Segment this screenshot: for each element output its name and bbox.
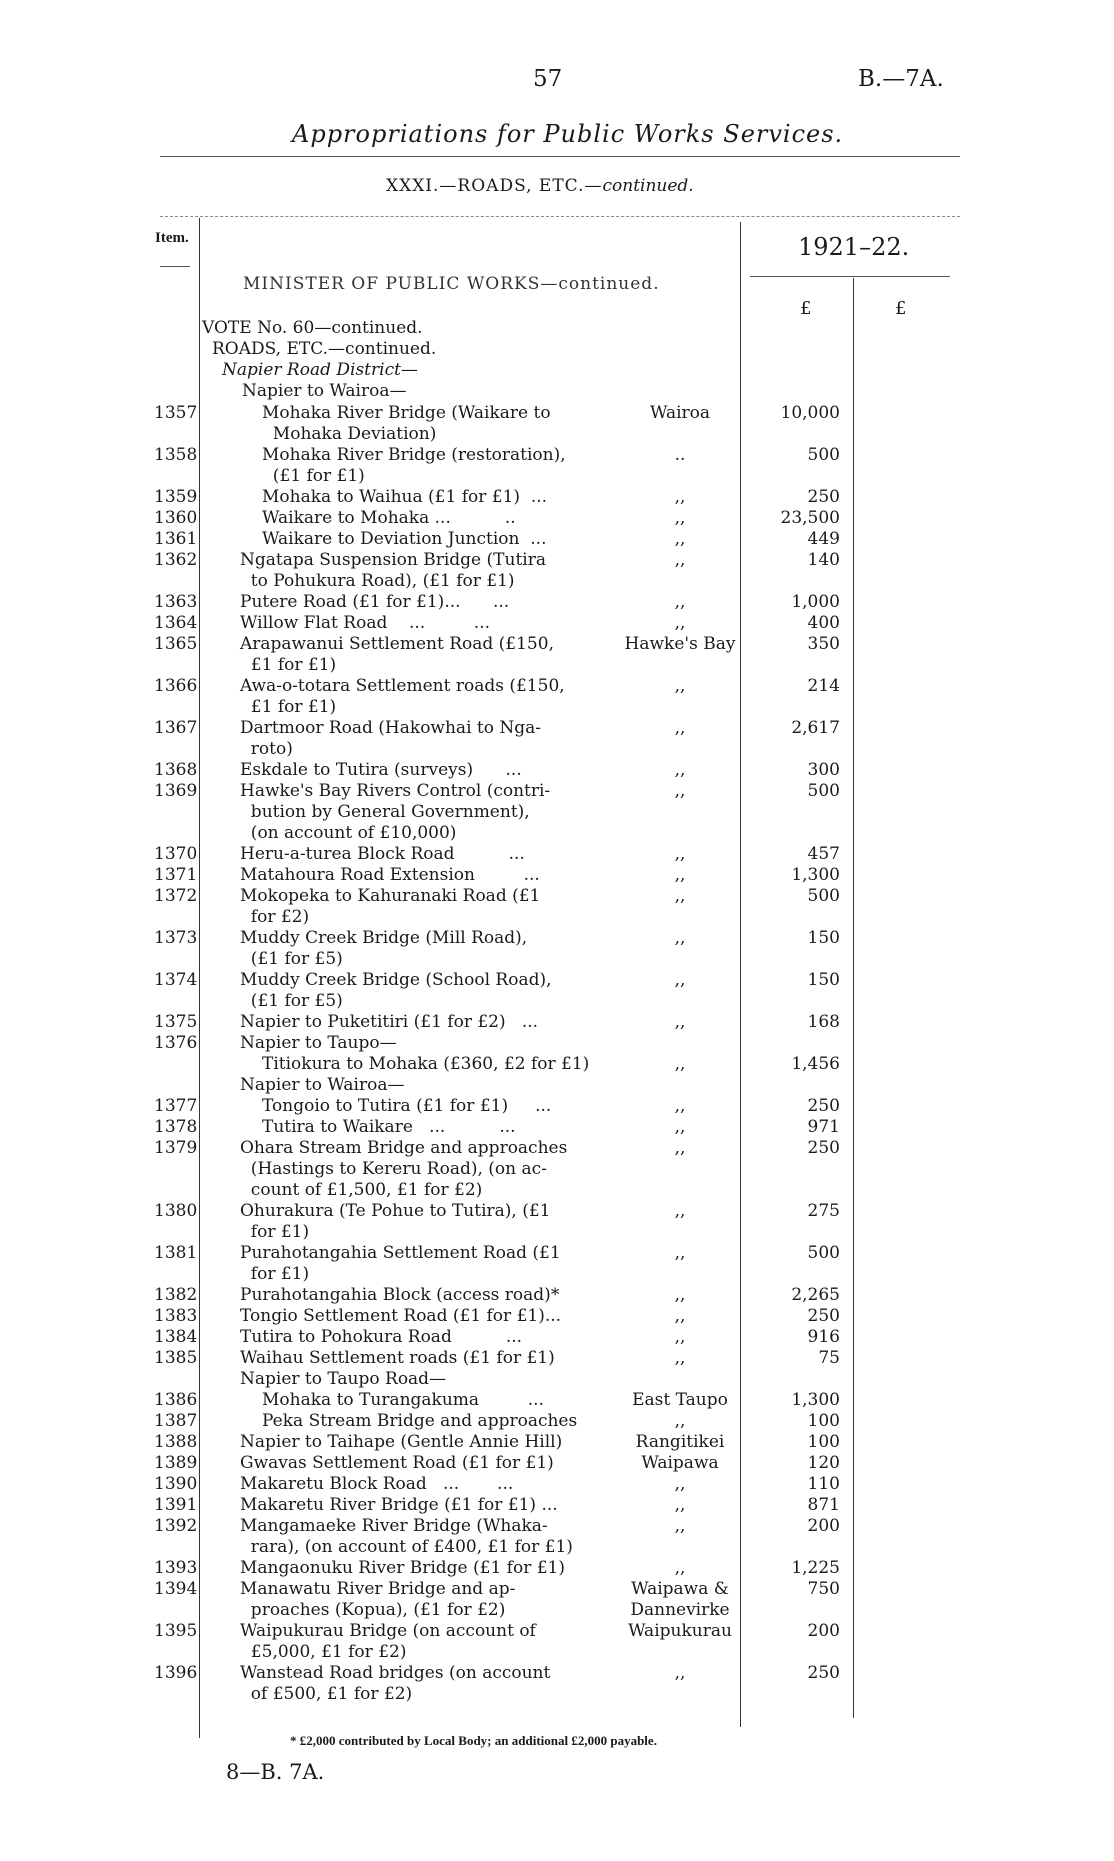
amount: 350 [807,634,840,654]
amount: 2,265 [791,1285,840,1305]
item-description: Napier to Wairoa— [240,1075,405,1095]
amount: 1,000 [791,592,840,612]
table-row [0,445,1114,487]
item-description: Tongio Settlement Road (£1 for £1)... [240,1306,562,1326]
table-row [0,1201,1114,1243]
electoral-district: ,, [674,1201,686,1221]
amount: 250 [807,1306,840,1326]
electoral-district: ,, [674,1306,686,1326]
amount: 250 [807,1096,840,1116]
electoral-district: ,, [674,760,686,780]
subheading-napier-wairoa: Napier to Wairoa— [242,381,407,401]
item-description: Tutira to Waikare ... ... [262,1117,516,1137]
item-description: Mohaka to Turangakuma ... [262,1390,544,1410]
electoral-district: ,, [674,1327,686,1347]
amount: 200 [807,1621,840,1641]
item-description: Waihau Settlement roads (£1 for £1) [240,1348,555,1368]
amount: 150 [807,970,840,990]
item-description: Tongoio to Tutira (£1 for £1) ... [262,1096,552,1116]
item-description: Napier to Taupo Road— [240,1369,447,1389]
item-description: Tutira to Pohokura Road ... [240,1327,523,1347]
item-description: Heru-a-turea Block Road ... [240,844,525,864]
item-number: 1383 [154,1306,198,1326]
table-row [0,1516,1114,1558]
item-number: 1382 [154,1285,198,1305]
item-number: 1368 [154,760,198,780]
item-description: Waipukurau Bridge (on account of £5,000, £1 for £2) [240,1621,536,1662]
district-heading: Napier Road District— [222,360,418,380]
table-row [0,1579,1114,1621]
item-description: Peka Stream Bridge and approaches [262,1411,578,1431]
item-description: Waikare to Deviation Junction ... [262,529,547,549]
header-rule [160,216,960,217]
item-description: Titiokura to Mohaka (£360, £2 for £1) [262,1054,590,1074]
electoral-district: ,, [674,1096,686,1116]
table-row [0,550,1114,592]
section-continued: continued. [602,176,694,196]
table-row [0,844,1114,865]
electoral-district: ,, [674,1117,686,1137]
year-column-header: 1921–22. [798,233,910,261]
table-row [0,1033,1114,1054]
amount: 916 [807,1327,840,1347]
item-description: Mangaonuku River Bridge (£1 for £1) [240,1558,566,1578]
item-number: 1370 [154,844,198,864]
item-number: 1396 [154,1663,198,1683]
electoral-district: ,, [674,865,686,885]
item-number: 1366 [154,676,198,696]
electoral-district: ,, [674,1012,686,1032]
table-row [0,613,1114,634]
table-row [0,886,1114,928]
table-row [0,1306,1114,1327]
electoral-district: ,, [674,1285,686,1305]
item-description: Muddy Creek Bridge (School Road), (£1 for £5) [240,970,552,1011]
item-description: Muddy Creek Bridge (Mill Road), (£1 for £5) [240,928,528,969]
item-number: 1372 [154,886,198,906]
item-number: 1377 [154,1096,198,1116]
amount: 140 [807,550,840,570]
item-description: Gwavas Settlement Road (£1 for £1) [240,1453,554,1473]
table-row [0,634,1114,676]
table-row [0,403,1114,445]
item-number: 1360 [154,508,198,528]
item-description: Ohara Stream Bridge and approaches (Hastings to Kereru Road), (on ac- count of £1,500, £1 for £2) [240,1138,568,1200]
item-description: Hawke's Bay Rivers Control (contri- bution by General Government), (on account of £10,000) [240,781,551,843]
table-row [0,1432,1114,1453]
item-number: 1391 [154,1495,198,1515]
item-number: 1358 [154,445,198,465]
item-description: Mohaka River Bridge (restoration), (£1 for £1) [262,445,566,486]
item-number: 1394 [154,1579,198,1599]
electoral-district: Wairoa [649,403,711,423]
electoral-district: ,, [674,550,686,570]
electoral-district: East Taupo [632,1390,728,1410]
item-number: 1385 [154,1348,198,1368]
item-number: 1393 [154,1558,198,1578]
table-row [0,676,1114,718]
item-description: Napier to Puketitiri (£1 for £2) ... [240,1012,539,1032]
item-number: 1387 [154,1411,198,1431]
amount: 1,456 [791,1054,840,1074]
electoral-district: .. [674,445,686,465]
item-description: Wanstead Road bridges (on account of £500, £1 for £2) [240,1663,551,1704]
amount: 23,500 [780,508,840,528]
item-number: 1373 [154,928,198,948]
electoral-district: ,, [674,508,686,528]
item-number: 1361 [154,529,198,549]
item-number: 1384 [154,1327,198,1347]
electoral-district: ,, [674,529,686,549]
amount: 400 [807,613,840,633]
table-row [0,865,1114,886]
minister-heading: MINISTER OF PUBLIC WORKS—continued. [243,274,660,294]
page-reference: 8—B. 7A. [226,1760,325,1784]
item-number: 1369 [154,781,198,801]
electoral-district: ,, [674,487,686,507]
item-number: 1365 [154,634,198,654]
amount: 275 [807,1201,840,1221]
item-description: Makaretu River Bridge (£1 for £1) ... [240,1495,558,1515]
item-number: 1362 [154,550,198,570]
amount: 1,300 [791,1390,840,1410]
item-number: 1367 [154,718,198,738]
item-description: Waikare to Mohaka ... .. [262,508,516,528]
amount: 100 [807,1432,840,1452]
electoral-district: ,, [674,1474,686,1494]
table-row [0,1495,1114,1516]
section-name: XXXI.—ROADS, ETC.— [386,176,603,196]
item-number: 1371 [154,865,198,885]
table-row [0,1096,1114,1117]
item-description: Arapawanui Settlement Road (£150, £1 for £1) [240,634,554,675]
table-row [0,592,1114,613]
item-description: Willow Flat Road ... ... [240,613,491,633]
table-row [0,1411,1114,1432]
table-row [0,1558,1114,1579]
item-description: Matahoura Road Extension ... [240,865,540,885]
table-row [0,1138,1114,1201]
electoral-district: ,, [674,781,686,801]
electoral-district: Hawke's Bay [624,634,736,654]
electoral-district: ,, [674,1411,686,1431]
footnote: * £2,000 contributed by Local Body; an additional £2,000 payable. [290,1733,657,1748]
amount: 457 [807,844,840,864]
electoral-district: ,, [674,1348,686,1368]
amount: 449 [807,529,840,549]
currency-label-1: £ [800,298,812,319]
electoral-district: ,, [674,928,686,948]
item-number: 1395 [154,1621,198,1641]
amount: 500 [807,781,840,801]
table-row [0,1453,1114,1474]
item-number: 1374 [154,970,198,990]
amount: 500 [807,445,840,465]
electoral-district: Rangitikei [635,1432,725,1452]
item-number: 1388 [154,1432,198,1452]
amount: 75 [818,1348,840,1368]
item-description: Mangamaeke River Bridge (Whaka- rara), (on account of £400, £1 for £1) [240,1516,573,1557]
item-number: 1380 [154,1201,198,1221]
amount: 500 [807,1243,840,1263]
item-description: Ngatapa Suspension Bridge (Tutira to Pohukura Road), (£1 for £1) [240,550,546,591]
item-number: 1357 [154,403,198,423]
amount: 10,000 [780,403,840,423]
table-row [0,1348,1114,1369]
item-number: 1375 [154,1012,198,1032]
electoral-district: ,, [674,1558,686,1578]
table-row [0,1327,1114,1348]
electoral-district: Waipawa & Dannevirke [630,1579,730,1620]
item-number: 1359 [154,487,198,507]
amount: 214 [807,676,840,696]
table-row [0,1012,1114,1033]
amount: 120 [807,1453,840,1473]
table-row [0,718,1114,760]
amount: 100 [807,1411,840,1431]
electoral-district: Waipukurau [628,1621,732,1641]
amount: 300 [807,760,840,780]
item-number: 1379 [154,1138,198,1158]
amount: 500 [807,886,840,906]
item-description: Mohaka River Bridge (Waikare to Mohaka Deviation) [262,403,551,444]
table-row [0,1285,1114,1306]
currency-label-2: £ [895,298,907,319]
section-heading [386,176,694,196]
item-description: Manawatu River Bridge and ap- proaches (Kopua), (£1 for £2) [240,1579,516,1620]
electoral-district: ,, [674,1516,686,1536]
table-row [0,1621,1114,1663]
amount: 150 [807,928,840,948]
amount: 110 [807,1474,840,1494]
amount: 2,617 [791,718,840,738]
table-row [0,1075,1114,1096]
page-number: 57 [533,66,563,92]
item-number: 1378 [154,1117,198,1137]
item-number: 1381 [154,1243,198,1263]
electoral-district: ,, [674,1495,686,1515]
item-description: Mohaka to Waihua (£1 for £1) ... [262,487,548,507]
table-row [0,1243,1114,1285]
item-description: Napier to Taihape (Gentle Annie Hill) [240,1432,563,1452]
electoral-district: ,, [674,1138,686,1158]
vote-heading: VOTE No. 60—continued. [202,318,423,338]
item-description: Putere Road (£1 for £1)... ... [240,592,510,612]
item-description: Makaretu Block Road ... ... [240,1474,514,1494]
amount: 1,300 [791,865,840,885]
amount: 750 [807,1579,840,1599]
table-row [0,1369,1114,1390]
electoral-district: ,, [674,592,686,612]
electoral-district: ,, [674,613,686,633]
item-description: Dartmoor Road (Hakowhai to Nga- roto) [240,718,542,759]
report-reference: B.—7A. [858,66,944,92]
item-description: Purahotangahia Block (access road)* [240,1285,560,1305]
table-row [0,760,1114,781]
item-description: Purahotangahia Settlement Road (£1 for £1) [240,1243,561,1284]
item-number: 1390 [154,1474,198,1494]
item-header-rule [160,266,190,267]
item-number: 1392 [154,1516,198,1536]
electoral-district: ,, [674,970,686,990]
table-row [0,970,1114,1012]
year-rule [750,276,950,277]
table-row [0,487,1114,508]
amount: 250 [807,1663,840,1683]
item-number: 1364 [154,613,198,633]
electoral-district: ,, [674,1663,686,1683]
electoral-district: Waipawa [641,1453,719,1473]
roads-heading: ROADS, ETC.—continued. [212,339,437,359]
title-rule [160,156,960,157]
table-row [0,1054,1114,1075]
electoral-district: ,, [674,844,686,864]
amount: 250 [807,487,840,507]
electoral-district: ,, [674,1054,686,1074]
amount: 871 [807,1495,840,1515]
table-row [0,781,1114,844]
amount: 168 [807,1012,840,1032]
amount: 1,225 [791,1558,840,1578]
table-row [0,1390,1114,1411]
item-description: Ohurakura (Te Pohue to Tutira), (£1 for £1) [240,1201,551,1242]
item-number: 1389 [154,1453,198,1473]
table-row [0,529,1114,550]
item-number: 1376 [154,1033,198,1053]
item-description: Awa-o-totara Settlement roads (£150, £1 for £1) [240,676,565,717]
item-column-header: Item. [155,230,189,246]
electoral-district: ,, [674,1243,686,1263]
page-title: Appropriations for Public Works Services. [292,120,844,148]
item-number: 1363 [154,592,198,612]
electoral-district: ,, [674,718,686,738]
amount: 971 [807,1117,840,1137]
item-description: Eskdale to Tutira (surveys) ... [240,760,522,780]
item-description: Mokopeka to Kahuranaki Road (£1 for £2) [240,886,541,927]
table-row [0,1663,1114,1705]
table-row [0,1474,1114,1495]
electoral-district: ,, [674,676,686,696]
amount: 200 [807,1516,840,1536]
table-row [0,928,1114,970]
amount: 250 [807,1138,840,1158]
item-description: Napier to Taupo— [240,1033,397,1053]
item-number: 1386 [154,1390,198,1410]
electoral-district: ,, [674,886,686,906]
table-row [0,508,1114,529]
table-row [0,1117,1114,1138]
